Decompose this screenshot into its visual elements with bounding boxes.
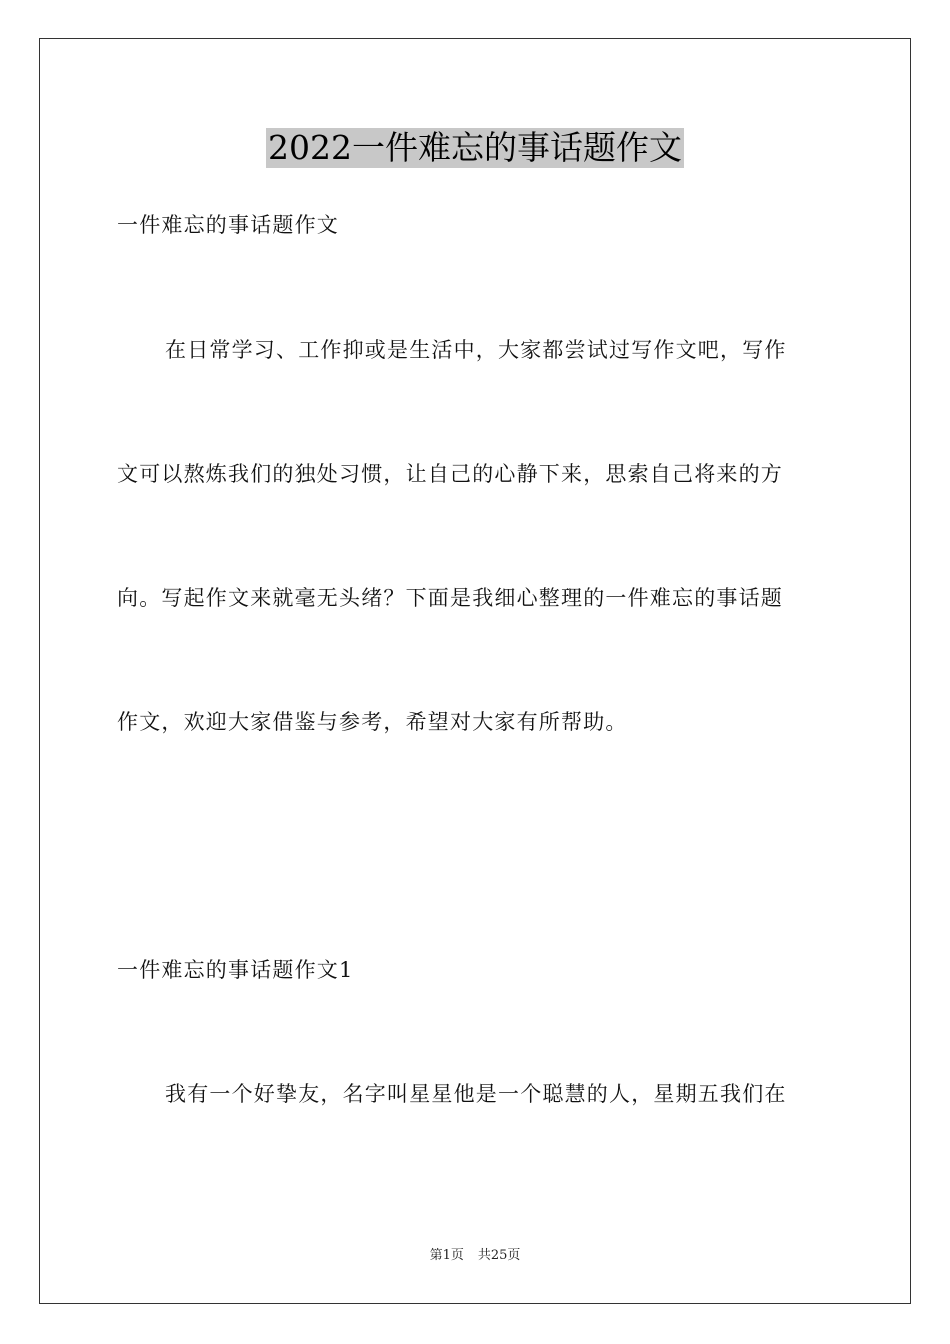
page-current: 第1页: [429, 1248, 464, 1263]
intro-line-2: 文可以熬炼我们的独处习惯，让自己的心静下来，思索自己将来的方: [117, 462, 783, 486]
document-title: 2022一件难忘的事话题作文: [268, 128, 682, 167]
title-container: [0, 128, 950, 168]
page-footer: [0, 1248, 950, 1264]
intro-line-3: 向。写起作文来就毫无头绪？下面是我细心整理的一件难忘的事话题: [117, 586, 783, 610]
intro-line-4: 作文，欢迎大家借鉴与参考，希望对大家有所帮助。: [117, 710, 628, 734]
section-line-1: 我有一个好挚友，名字叫星星他是一个聪慧的人，星期五我们在: [165, 1082, 787, 1106]
intro-line-1: 在日常学习、工作抑或是生活中，大家都尝试过写作文吧，写作: [165, 338, 787, 362]
page-total: 共25页: [477, 1248, 521, 1263]
section-heading: 一件难忘的事话题作文1: [117, 958, 354, 982]
document-subtitle: 一件难忘的事话题作文: [117, 213, 339, 237]
